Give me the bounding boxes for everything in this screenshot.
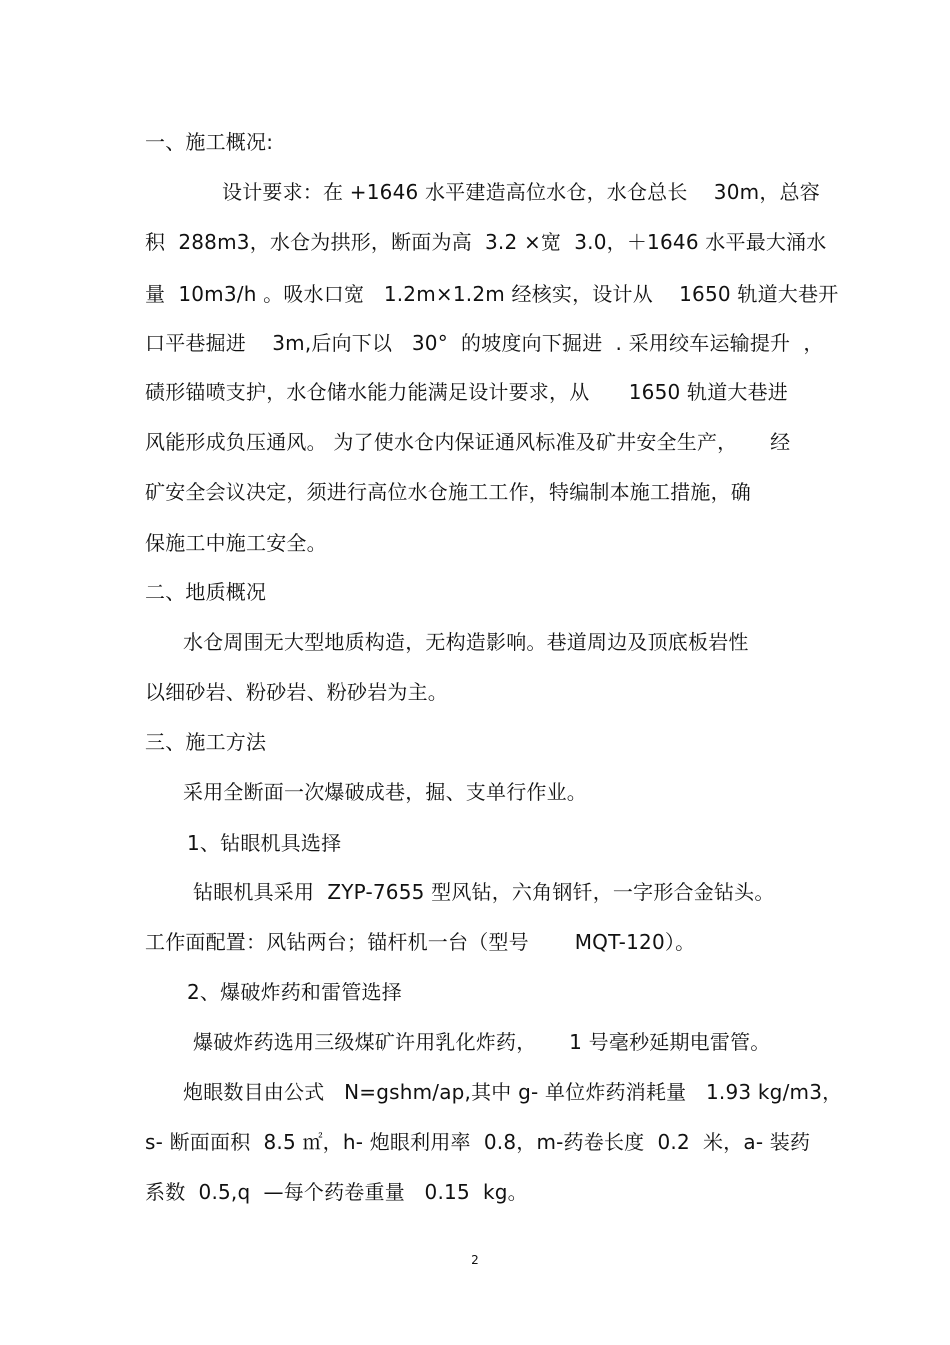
paragraph-line: 矿安全会议决定，须进行高位水仓施工工作，特编制本施工措施，确 (145, 480, 751, 504)
paragraph-line: 爆破炸药选用三级煤矿许用乳化炸药， 1 号毫秒延期电雷管。 (193, 1030, 771, 1054)
paragraph-line: 设计要求：在 +1646 水平建造高位水仓，水仓总长 30m，总容 (222, 180, 820, 204)
paragraph-line: 钻眼机具采用 ZYP-7655 型风钻，六角钢钎，一字形合金钻头。 (193, 880, 775, 904)
section-heading-geology: 二、地质概况 (145, 580, 267, 604)
paragraph-line: 积 288m3，水仓为拱形，断面为高 3.2 ×宽 3.0，＋1646 水平最大涌水 (145, 230, 827, 254)
paragraph-line: 系数 0.5,q —每个药卷重量 0.15 kg。 (145, 1180, 528, 1204)
paragraph-line: 水仓周围无大型地质构造，无构造影响。巷道周边及顶底板岩性 (183, 630, 749, 654)
section-heading-construction-method: 三、施工方法 (145, 730, 267, 754)
paragraph-line: 工作面配置：风钻两台；锚杆机一台（型号 MQT-120）。 (145, 930, 696, 954)
subsection-heading-drilling-tools: 1、钻眼机具选择 (187, 831, 342, 855)
paragraph-line: 口平巷掘进 3m,后向下以 30° 的坡度向下掘进 . 采用绞车运输提升 ， (145, 331, 824, 355)
section-heading-construction-overview: 一、施工概况: (145, 130, 274, 154)
page-number: 2 (471, 1253, 479, 1267)
paragraph-line: s- 断面面积 8.5 ㎡，h- 炮眼利用率 0.8，m-药卷长度 0.2 米，a- 装药 (145, 1130, 811, 1154)
paragraph-line: 碛形锚喷支护，水仓储水能力能满足设计要求，从 1650 轨道大巷进 (145, 380, 788, 404)
paragraph-line: 以细砂岩、粉砂岩、粉砂岩为主。 (145, 680, 448, 704)
paragraph-line: 风能形成负压通风。 为了使水仓内保证通风标准及矿井安全生产， 经 (145, 430, 791, 454)
subsection-heading-explosives: 2、爆破炸药和雷管选择 (187, 980, 402, 1004)
paragraph-line: 采用全断面一次爆破成巷，掘、支单行作业。 (183, 780, 587, 804)
paragraph-line: 保施工中施工安全。 (145, 531, 327, 555)
paragraph-line: 量 10m3/h 。吸水口宽 1.2m×1.2m 经核实，设计从 1650 轨道大巷开 (145, 282, 839, 306)
paragraph-line: 炮眼数目由公式 N=gshm/ap,其中 g- 单位炸药消耗量 1.93 kg/m3， (183, 1080, 843, 1104)
